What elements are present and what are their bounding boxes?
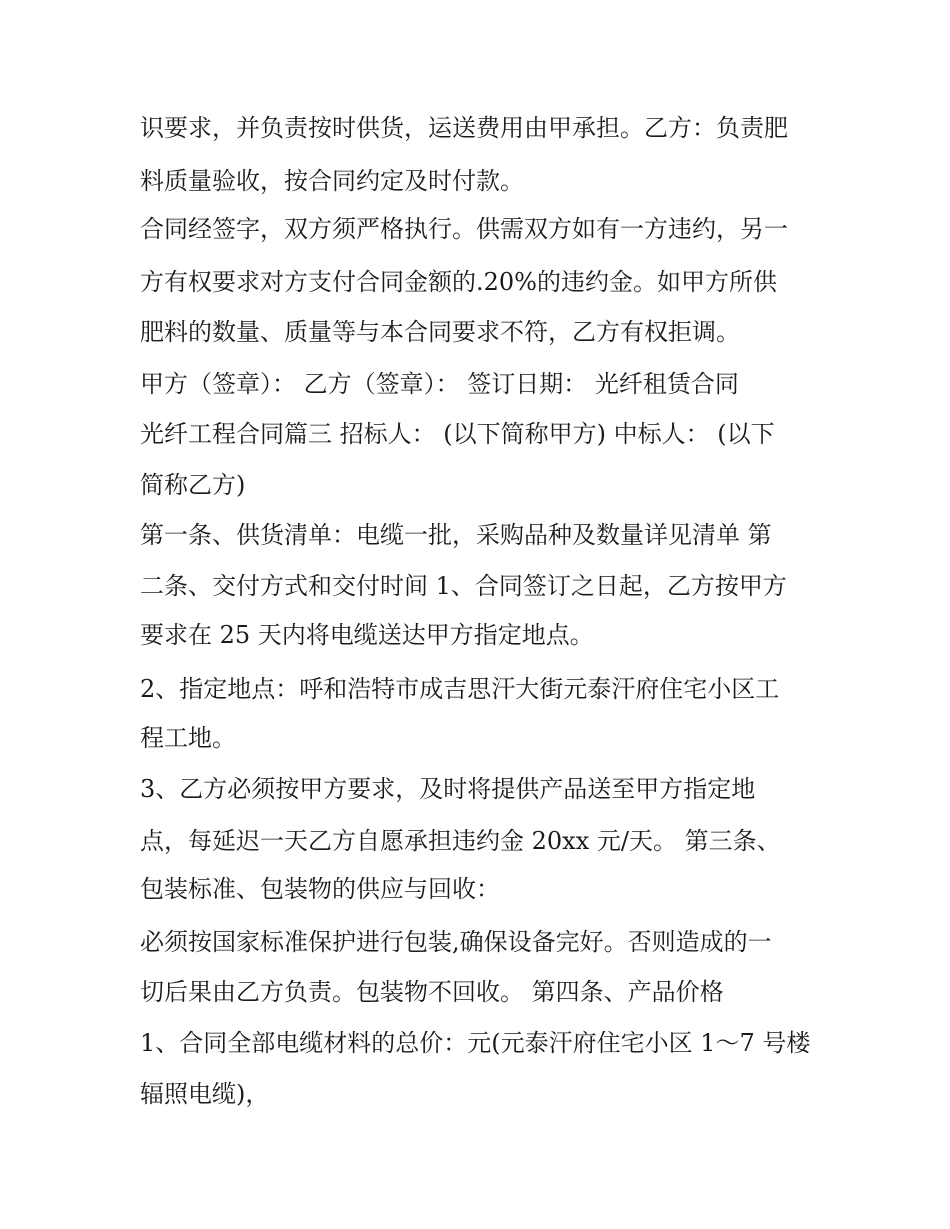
text-line: 料质量验收，按合同约定及时付款。 [140,167,524,195]
text-line: 二条、交付方式和交付时间 1、合同签订之日起，乙方按甲方 [140,572,787,600]
text-line: 3、乙方必须按甲方要求，及时将提供产品送至甲方指定地 [140,775,756,803]
text-line: 2、指定地点：呼和浩特市成吉思汗大街元泰汗府住宅小区工 [140,675,780,703]
text-line: 辐照电缆)， [140,1080,270,1108]
text-line: 1、合同全部电缆材料的总价：元(元泰汗府住宅小区 1～7 号楼 [140,1029,811,1057]
text-line: 识要求，并负责按时供货，运送费用由甲承担。乙方：负责肥 [140,114,788,142]
text-line: 点，每延迟一天乙方自愿承担违约金 20xx 元/天。 第三条、 [140,827,781,855]
text-line: 合同经签字，双方须严格执行。供需双方如有一方违约，另一 [140,215,788,243]
text-line: 切后果由乙方负责。包装物不回收。 第四条、产品价格 [140,978,724,1006]
text-line: 肥料的数量、质量等与本合同要求不符，乙方有权拒调。 [140,318,740,346]
text-line: 程工地。 [140,724,236,752]
text-line: 方有权要求对方支付合同金额的.20%的违约金。如甲方所供 [140,268,777,296]
text-line: 必须按国家标准保护进行包装,确保设备完好。否则造成的一 [140,928,772,956]
text-line: 包装标准、包装物的供应与回收： [140,875,500,903]
text-line: 甲方（签章）： 乙方（签章）： 签订日期： 光纤租赁合同 [140,370,739,398]
text-line: 简称乙方) [140,471,246,499]
text-line: 第一条、供货清单：电缆一批，采购品种及数量详见清单 第 [140,521,772,549]
text-line: 光纤工程合同篇三 招标人： (以下简称甲方) 中标人： (以下 [140,420,775,448]
text-line: 要求在 25 天内将电缆送达甲方指定地点。 [140,621,594,649]
